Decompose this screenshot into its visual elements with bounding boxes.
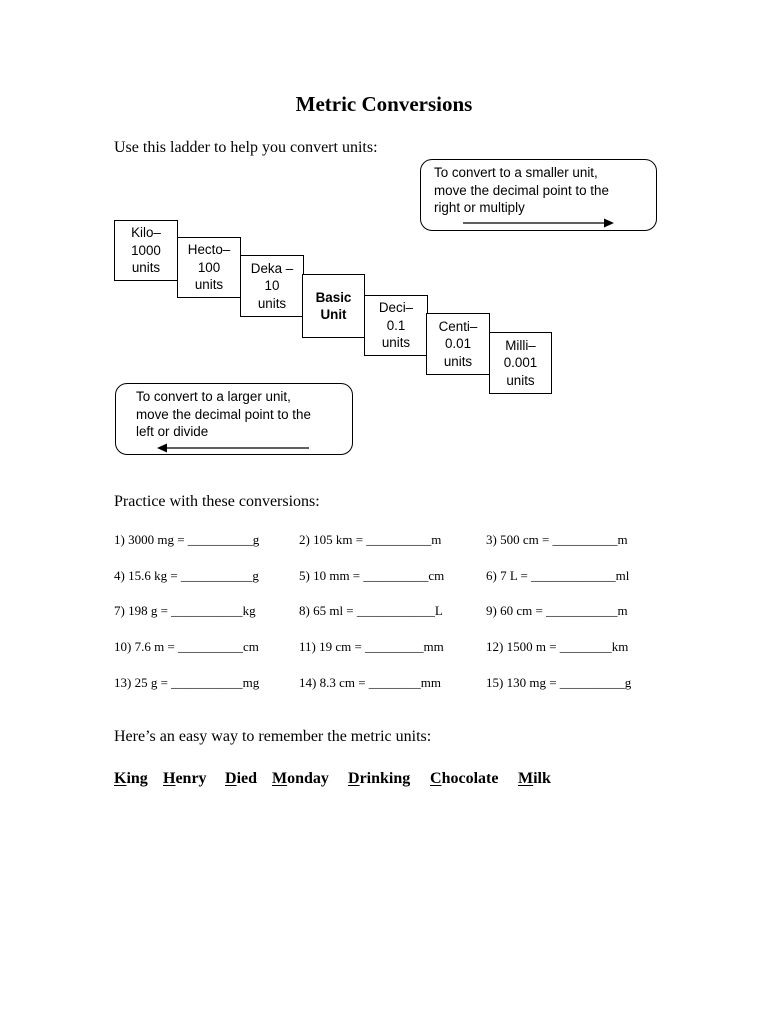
ladder-rung-hecto xyxy=(177,237,241,298)
rung-line: units xyxy=(506,372,535,388)
problem-item: 3) 500 cm = __________m xyxy=(486,532,628,547)
rung-line: units xyxy=(257,295,287,311)
larger-unit-callout-text xyxy=(136,388,311,441)
rung-line: Hecto– xyxy=(187,242,231,258)
mnemonic-word xyxy=(272,770,329,788)
mnemonic-word xyxy=(114,770,148,788)
rung-line: units xyxy=(443,353,473,369)
callout-line: To convert to a larger unit, xyxy=(136,389,291,404)
mnemonic-initial: D xyxy=(348,770,360,787)
callout-line: left or divide xyxy=(136,424,209,439)
larger-unit-callout xyxy=(115,383,353,455)
ladder-rung-centi xyxy=(426,313,490,375)
problem-item: 15) 130 mg = __________g xyxy=(486,675,632,690)
rung-line: Kilo– xyxy=(131,225,161,241)
rung-line: units xyxy=(381,335,411,351)
problem-item: 12) 1500 m = ________km xyxy=(486,639,629,654)
left-arrow-icon xyxy=(156,443,310,453)
mnemonic-word xyxy=(518,770,551,788)
rung-line: Milli– xyxy=(505,337,536,353)
mnemonic-initial: M xyxy=(272,770,288,787)
callout-line: move the decimal point to the xyxy=(434,182,609,198)
mnemonic-initial: C xyxy=(430,770,442,787)
mnemonic-word xyxy=(430,770,498,788)
rung-line: 0.001 xyxy=(503,355,538,371)
ladder-rung-kilo xyxy=(114,220,178,281)
mnemonic-intro: Here’s an easy way to remember the metric units: xyxy=(114,728,432,745)
rung-line: 1000 xyxy=(131,242,161,258)
mnemonic-rest: ing xyxy=(126,770,148,787)
mnemonic-rest: ilk xyxy=(533,770,551,787)
rung-line: 0.01 xyxy=(444,336,472,352)
mnemonic-initial: H xyxy=(163,770,176,787)
problem-item: 4) 15.6 kg = ___________g xyxy=(114,568,259,583)
mnemonic-rest: onday xyxy=(287,770,329,787)
problem-item: 14) 8.3 cm = ________mm xyxy=(299,675,442,690)
callout-line: right or multiply xyxy=(434,200,525,215)
practice-heading: Practice with these conversions: xyxy=(114,493,320,510)
mnemonic-initial: D xyxy=(225,770,237,787)
problem-item: 10) 7.6 m = __________cm xyxy=(114,639,259,654)
mnemonic-initial: K xyxy=(114,770,127,787)
rung-line: Unit xyxy=(320,307,347,322)
problem-item: 11) 19 cm = _________mm xyxy=(299,639,444,654)
mnemonic-word xyxy=(348,770,410,788)
rung-line: units xyxy=(194,277,224,293)
mnemonic-initial: M xyxy=(518,770,534,787)
smaller-unit-callout-text xyxy=(434,164,609,217)
ladder-rung-basic-unit xyxy=(302,274,365,338)
problem-item: 7) 198 g = ___________kg xyxy=(114,603,256,618)
ladder-intro: Use this ladder to help you convert units: xyxy=(114,139,378,156)
problem-item: 13) 25 g = ___________mg xyxy=(114,675,260,690)
rung-line: Centi– xyxy=(438,318,478,334)
rung-line: 10 xyxy=(264,278,280,294)
problem-item: 1) 3000 mg = __________g xyxy=(114,532,260,547)
page-title: Metric Conversions xyxy=(295,92,473,116)
right-arrow-icon xyxy=(463,218,615,228)
problem-item: 2) 105 km = __________m xyxy=(299,532,442,547)
problem-item: 8) 65 ml = ____________L xyxy=(299,603,443,618)
smaller-unit-callout xyxy=(420,159,657,231)
rung-line: 100 xyxy=(197,259,221,275)
problem-item: 5) 10 mm = __________cm xyxy=(299,568,445,583)
problem-item: 9) 60 cm = ___________m xyxy=(486,603,628,618)
rung-line: Deci– xyxy=(378,300,414,316)
mnemonic-word xyxy=(225,770,257,788)
mnemonic-rest: hocolate xyxy=(441,770,499,787)
mnemonic-rest: enry xyxy=(175,770,207,787)
callout-line: move the decimal point to the xyxy=(136,406,311,422)
rung-line: 0.1 xyxy=(386,317,406,333)
mnemonic-rest: rinking xyxy=(359,770,411,787)
mnemonic-word xyxy=(163,770,207,788)
problem-item: 6) 7 L = _____________ml xyxy=(486,568,630,583)
rung-line: Basic xyxy=(315,289,352,305)
rung-line: Deka – xyxy=(250,260,294,276)
rung-line: units xyxy=(131,260,161,276)
ladder-rung-deka xyxy=(240,255,304,317)
ladder-rung-deci xyxy=(364,295,428,356)
ladder-rung-milli xyxy=(489,332,552,394)
callout-line: To convert to a smaller unit, xyxy=(434,165,598,180)
mnemonic-rest: ied xyxy=(236,770,258,787)
